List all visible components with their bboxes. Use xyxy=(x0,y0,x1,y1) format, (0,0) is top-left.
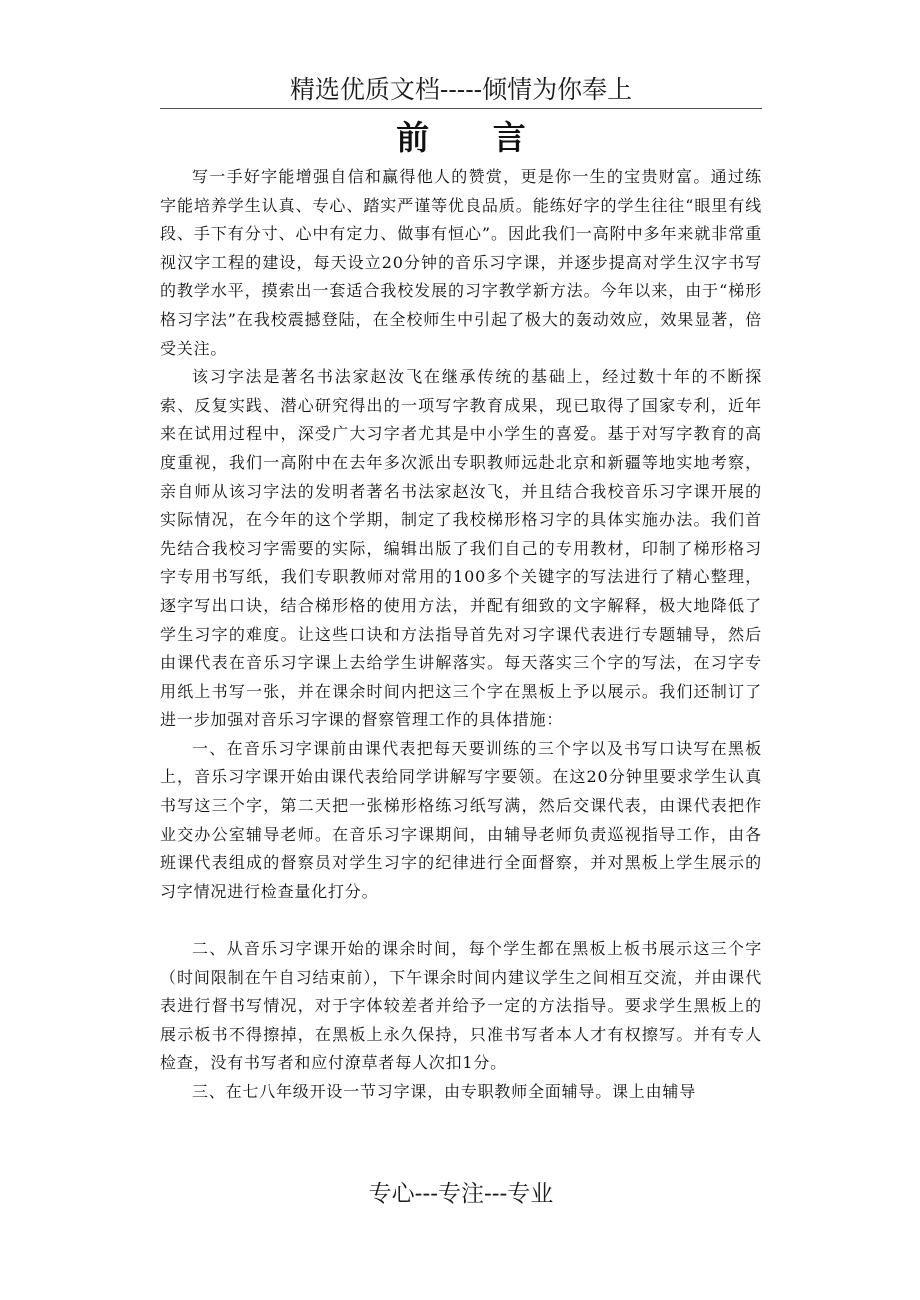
page-header: 精选优质文档-----倾情为你奉上 xyxy=(160,72,762,109)
page-footer: 专心---专注---专业 xyxy=(368,1181,554,1207)
paragraph-intro: 写一手好字能增强自信和赢得他人的赞赏，更是你一生的宝贵财富。通过练字能培养学生认真、专心、踏实严谨等优良品质。能练好字的学生往往“眼里有线段、手下有分寸、心中有定力、做事有恒心”。因此我们一高附中多年来就非常重视汉字工程的建设，每天设立20分钟的音乐习字课，并逐步提高对学生汉字书写的教学水平，摸索出一套适合我校发展的习字教学新方法。今年以来，由于“梯形格习字法”在我校震撼登陆，在全校师生中引起了极大的轰动效应，效果显著，倍受关注。 xyxy=(160,167,762,358)
page-title: 前 言 xyxy=(396,118,552,157)
paragraph-measure-2: 二、从音乐习字课开始的课余时间，每个学生都在黑板上板书展示这三个字（时间限制在午自习结束前），下午课余时间内建议学生之间相互交流，并由课代表进行督书写情况，对于字体较差者并给予一定的方法指导。要求学生黑板上的展示板书不得擦掉，在黑板上永久保持，只准书写者本人才有权擦写。并有专人检查，没有书写者和应付潦草者每人次扣1分。 xyxy=(160,939,762,1073)
paragraph-measure-3: 三、在七八年级开设一节习字课，由专职教师全面辅导。课上由辅导 xyxy=(192,1082,697,1101)
document-body xyxy=(160,163,762,1107)
paragraph-method: 该习字法是著名书法家赵汝飞在继承传统的基础上，经过数十年的不断探索、反复实践、潜心研究得出的一项写字教育成果，现已取得了国家专利，近年来在试用过程中，深受广大习字者尤其是中小学生的喜爱。基于对写字教育的高度重视，我们一高附中在去年多次派出专职教师远赴北京和新疆等地实地考察，亲自师从该习字法的发明者著名书法家赵汝飞，并且结合我校音乐习字课开展的实际情况，在今年的这个学期，制定了我校梯形格习字的具体实施办法。我们首先结合我校习字需要的实际，编辑出版了我们自己的专用教材，印制了梯形格习字专用书写纸，我们专职教师对常用的100多个关键字的写法进行了精心整理，逐字写出口诀，结合梯形格的使用方法，并配有细致的文字解释，极大地降低了学生习字的难度。让这些口诀和方法指导首先对习字课代表进行专题辅导，然后由课代表在音乐习字课上去给学生讲解落实。每天落实三个字的写法，在习字专用纸上书写一张，并在课余时间内把这三个字在黑板上予以展示。我们还制订了进一步加强对音乐习字课的督察管理工作的具体措施： xyxy=(160,367,762,730)
paragraph-measure-1: 一、在音乐习字课前由课代表把每天要训练的三个字以及书写口诀写在黑板上，音乐习字课开始由课代表给同学讲解写字要领。在这20分钟里要求学生认真书写这三个字，第二天把一张梯形格练习纸写满，然后交课代表，由课代表把作业交办公室辅导老师。在音乐习字课期间，由辅导老师负责巡视指导工作，由各班课代表组成的督察员对学生习字的纪律进行全面督察，并对黑板上学生展示的习字情况进行检查量化打分。 xyxy=(160,738,762,901)
